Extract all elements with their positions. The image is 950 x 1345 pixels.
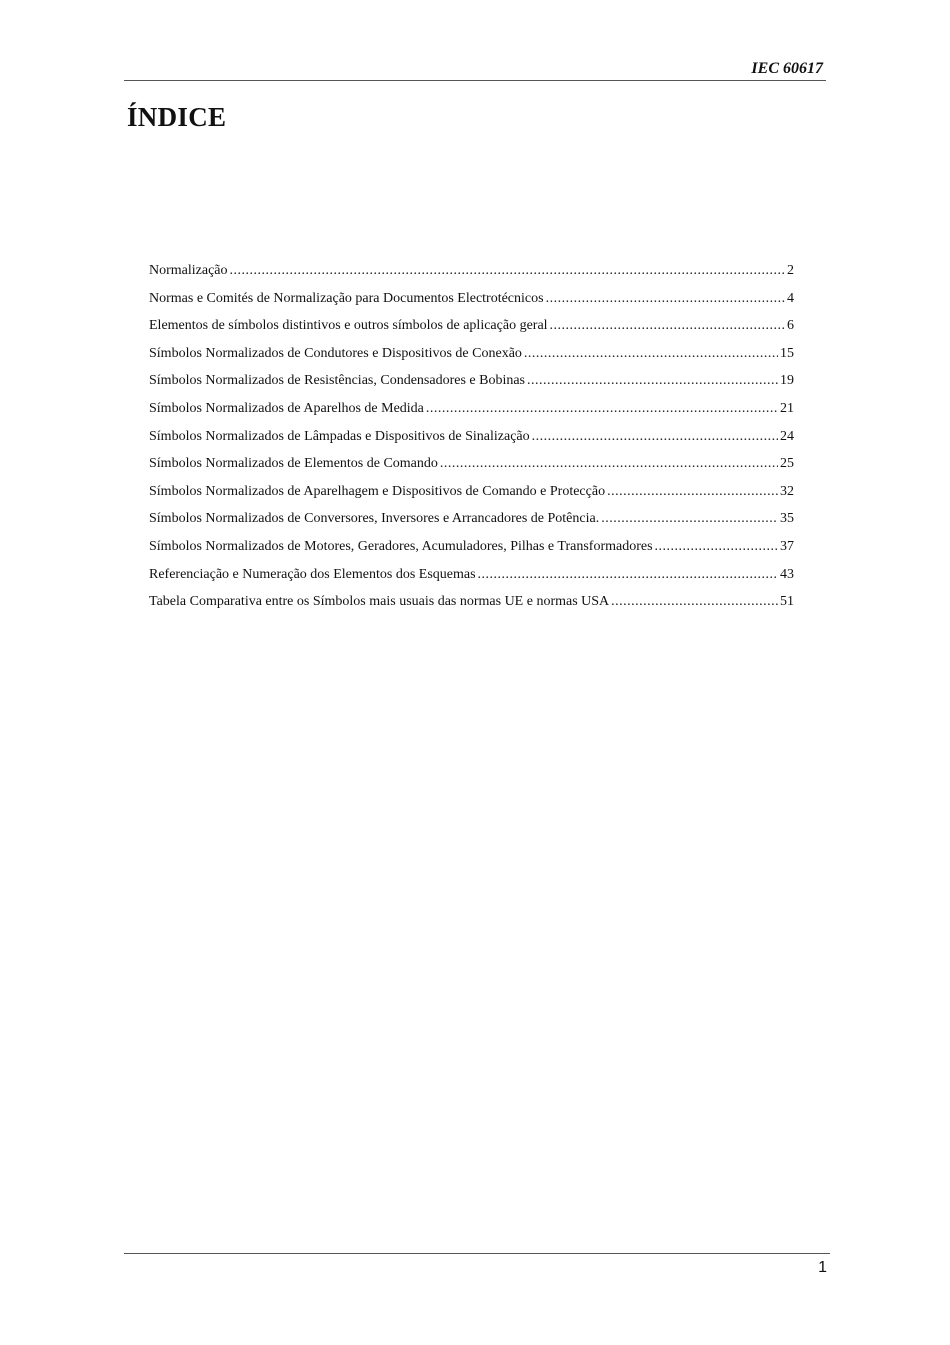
toc-leader-dots	[527, 370, 778, 392]
toc-entry[interactable]	[149, 315, 794, 343]
toc-entry-page: 32	[780, 483, 794, 499]
toc-leader-dots	[611, 591, 778, 613]
toc-leader-dots	[601, 508, 778, 530]
toc-entry-label: Símbolos Normalizados de Motores, Geradores, Acumuladores, Pilhas e Transformadores	[149, 538, 653, 554]
toc-entry-label: Tabela Comparativa entre os Símbolos mais usuais das normas UE e normas USA	[149, 594, 610, 610]
toc-entry[interactable]	[149, 481, 794, 509]
page-number: 1	[818, 1259, 827, 1276]
toc-entry-page: 2	[787, 263, 794, 278]
toc-entry-page: 21	[780, 400, 794, 416]
toc-entry[interactable]	[149, 453, 794, 481]
toc-entry-page: 35	[780, 511, 794, 527]
toc-entry-label: Símbolos Normalizados de Condutores e Dispositivos de Conexão	[149, 345, 522, 361]
toc-entry-label: Normalização	[149, 263, 228, 278]
toc-leader-dots	[426, 398, 778, 420]
toc-leader-dots	[607, 481, 778, 503]
toc-entry[interactable]	[149, 370, 794, 398]
toc-entry[interactable]	[149, 426, 794, 454]
toc-entry-label: Símbolos Normalizados de Resistências, Condensadores e Bobinas	[149, 373, 525, 389]
toc-entry[interactable]	[149, 591, 794, 619]
toc-entry-label: Referenciação e Numeração dos Elementos dos Esquemas	[149, 566, 476, 582]
header-divider	[124, 80, 826, 81]
table-of-contents	[149, 260, 794, 619]
toc-entry-page: 37	[780, 538, 794, 554]
page-title: ÍNDICE	[127, 102, 227, 132]
toc-entry-page: 19	[780, 373, 794, 389]
toc-leader-dots	[532, 426, 778, 448]
toc-entry-page: 4	[787, 290, 794, 306]
toc-entry[interactable]	[149, 508, 794, 536]
toc-entry-label: Símbolos Normalizados de Aparelhos de Medida	[149, 400, 424, 416]
toc-entry[interactable]	[149, 398, 794, 426]
toc-entry-label: Símbolos Normalizados de Conversores, Inversores e Arrancadores de Potência.	[149, 511, 600, 527]
toc-leader-dots	[440, 453, 778, 475]
toc-leader-dots	[655, 536, 778, 558]
toc-leader-dots	[524, 343, 778, 365]
toc-leader-dots	[550, 315, 785, 337]
toc-leader-dots	[230, 260, 785, 282]
toc-entry-page: 15	[780, 345, 794, 361]
toc-leader-dots	[478, 564, 778, 586]
toc-entry-label: Símbolos Normalizados de Elementos de Comando	[149, 456, 438, 472]
footer-divider	[124, 1253, 830, 1254]
toc-entry-label: Símbolos Normalizados de Lâmpadas e Dispositivos de Sinalização	[149, 428, 530, 444]
toc-entry[interactable]	[149, 288, 794, 316]
toc-entry-page: 24	[780, 428, 794, 444]
toc-entry-label: Símbolos Normalizados de Aparelhagem e Dispositivos de Comando e Protecção	[149, 483, 606, 499]
toc-entry-page: 51	[780, 594, 794, 610]
header-standard-title: IEC 60617	[751, 60, 823, 77]
toc-entry[interactable]	[149, 260, 794, 288]
toc-entry-page: 43	[780, 566, 794, 582]
toc-entry-page: 25	[780, 456, 794, 472]
toc-entry-label: Normas e Comités de Normalização para Documentos Electrotécnicos	[149, 290, 544, 306]
toc-entry-label: Elementos de símbolos distintivos e outros símbolos de aplicação geral	[149, 318, 548, 334]
toc-leader-dots	[546, 288, 785, 310]
toc-entry[interactable]	[149, 536, 794, 564]
toc-entry[interactable]	[149, 343, 794, 371]
toc-entry[interactable]	[149, 564, 794, 592]
toc-entry-page: 6	[787, 318, 794, 334]
